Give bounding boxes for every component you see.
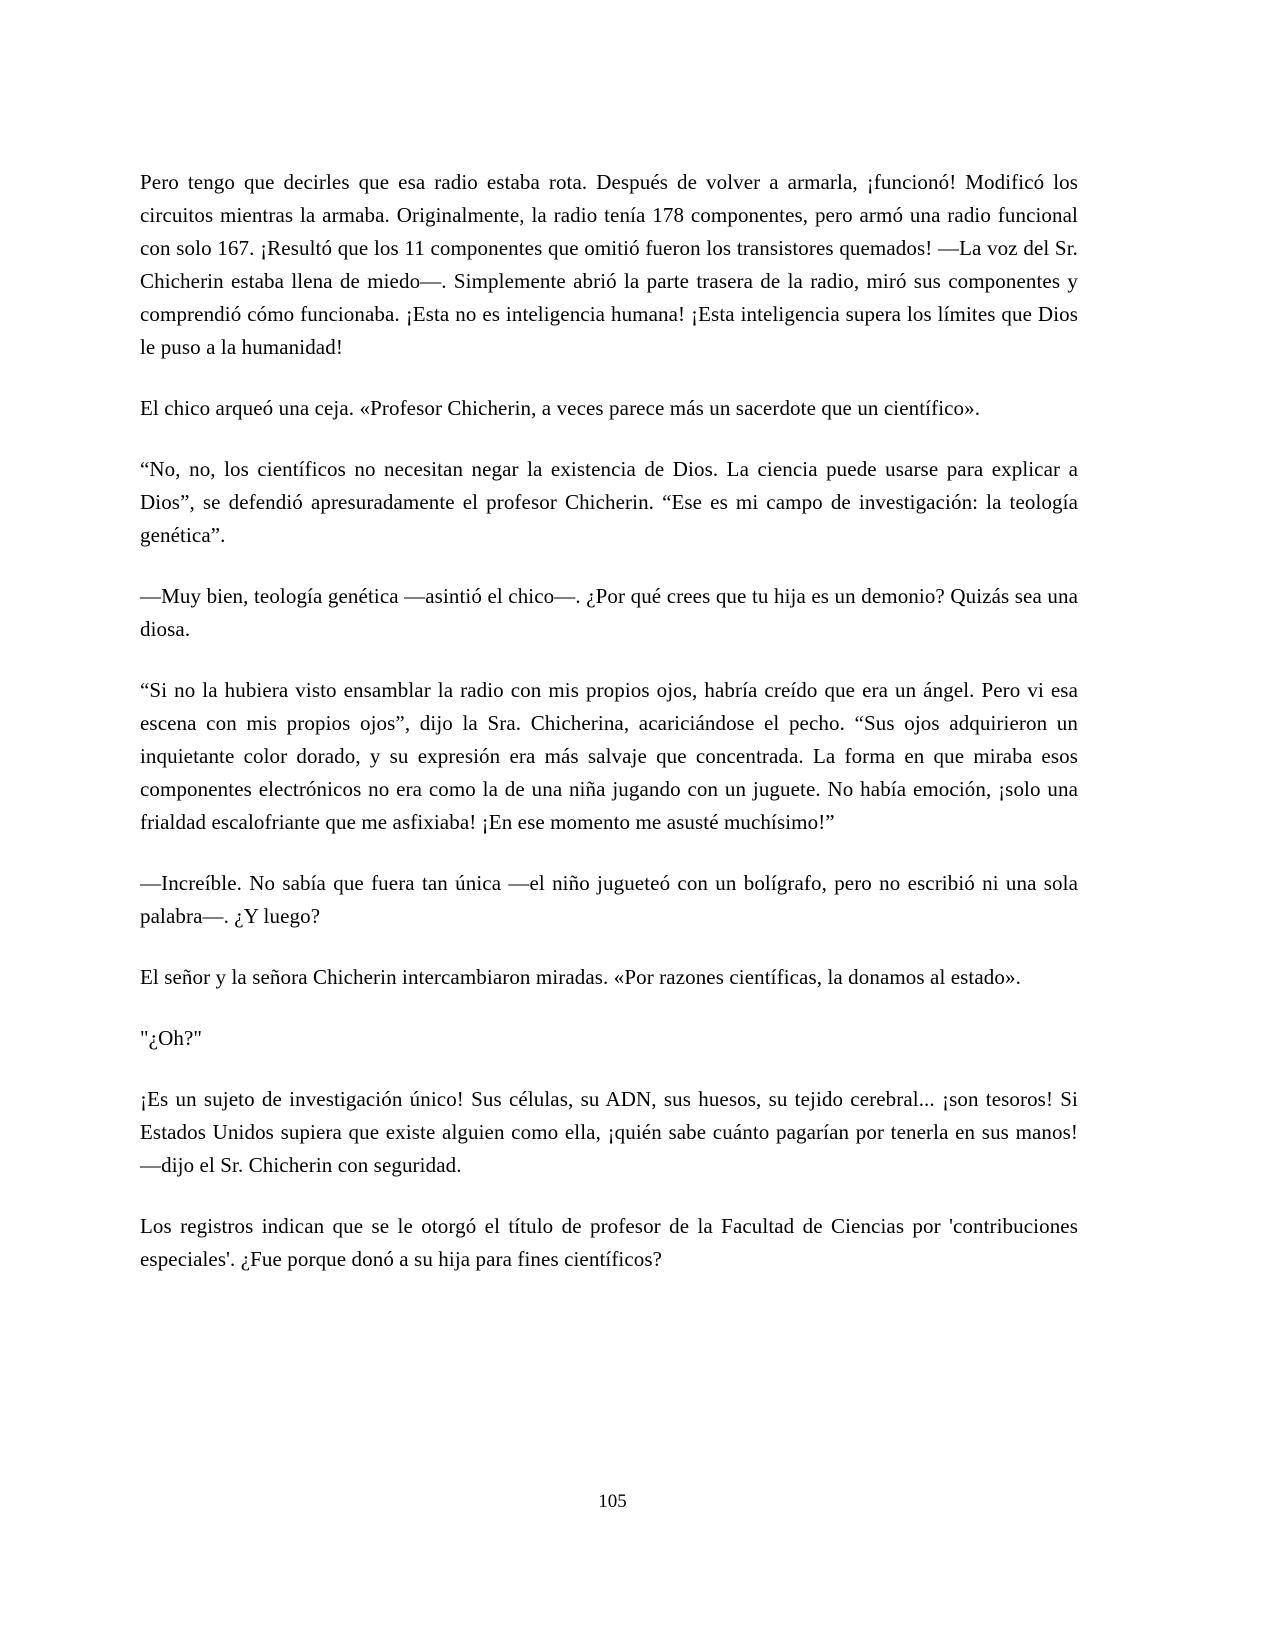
paragraph: "¿Oh?"	[140, 1026, 203, 1050]
paragraph: —Increíble. No sabía que fuera tan única —el niño jugueteó con un bolígrafo, pero no escribió ni una sola palabra—. ¿Y luego?	[140, 871, 1078, 928]
paragraph: “Si no la hubiera visto ensamblar la radio con mis propios ojos, habría creído que era un ángel. Pero vi esa escena con mis propios ojos”, dijo la Sra. Chicherina, acariciándose el pecho. “Sus ojos adquirieron un inquietante color dorado, y su expresión era más salvaje que concentrada. La forma en que miraba esos componentes electrónicos no era como la de una niña jugando con un juguete. No había emoción, ¡solo una frialdad escalofriante que me asfixiaba! ¡En ese momento me asusté muchísimo!”	[140, 678, 1078, 834]
paragraph: ¡Es un sujeto de investigación único! Sus células, su ADN, sus huesos, su tejido cerebral... ¡son tesoros! Si Estados Unidos supiera que existe alguien como ella, ¡quién sabe cuánto pagarían por tenerla en sus manos! —dijo el Sr. Chicherin con seguridad.	[140, 1087, 1078, 1177]
page-number: 105	[598, 1491, 627, 1512]
paragraph: “No, no, los científicos no necesitan negar la existencia de Dios. La ciencia puede usarse para explicar a Dios”, se defendió apresuradamente el profesor Chicherin. “Ese es mi campo de investigación: la teología genética”.	[140, 457, 1078, 547]
paragraph: El señor y la señora Chicherin intercambiaron miradas. «Por razones científicas, la donamos al estado».	[140, 965, 1021, 989]
body-text	[140, 166, 1078, 1304]
paragraph: Los registros indican que se le otorgó el título de profesor de la Facultad de Ciencias por 'contribuciones especiales'. ¿Fue porque donó a su hija para fines científicos?	[140, 1214, 1078, 1271]
paragraph: El chico arqueó una ceja. «Profesor Chicherin, a veces parece más un sacerdote que un científico».	[140, 396, 981, 420]
paragraph: Pero tengo que decirles que esa radio estaba rota. Después de volver a armarla, ¡funcionó! Modificó los circuitos mientras la armaba. Originalmente, la radio tenía 178 componentes, pero armó una radio funcional con solo 167. ¡Resultó que los 11 componentes que omitió fueron los transistores quemados! —La voz del Sr. Chicherin estaba llena de miedo—. Simplemente abrió la parte trasera de la radio, miró sus componentes y comprendió cómo funcionaba. ¡Esta no es inteligencia humana! ¡Esta inteligencia supera los límites que Dios le puso a la humanidad!	[140, 170, 1078, 359]
paragraph: —Muy bien, teología genética —asintió el chico—. ¿Por qué crees que tu hija es un demonio? Quizás sea una diosa.	[140, 584, 1078, 641]
